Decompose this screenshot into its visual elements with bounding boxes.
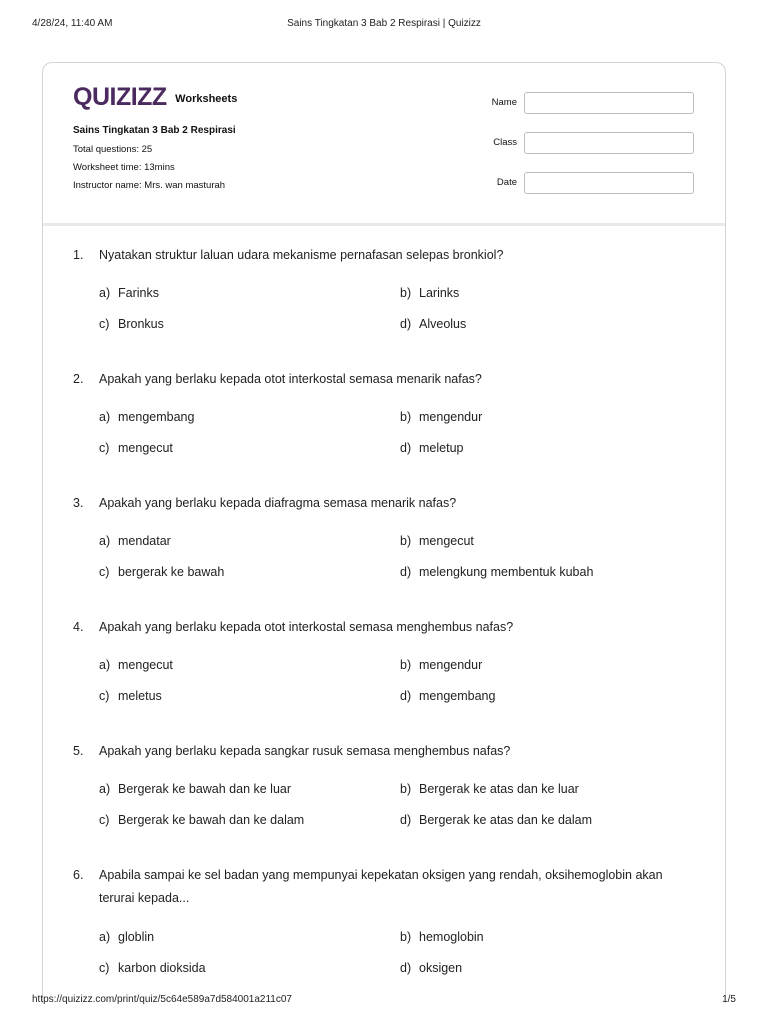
option-c: c) Bergerak ke bawah dan ke dalam [99, 813, 305, 827]
instructor-name: Instructor name: Mrs. wan masturah [73, 180, 226, 191]
print-footer [32, 994, 736, 1008]
question-text: Apakah yang berlaku kepada otot interkostal semasa menghembus nafas? [99, 620, 514, 634]
date-field-row [461, 172, 695, 196]
option-c: c) Bronkus [99, 317, 164, 331]
option-d: d) mengembang [400, 689, 496, 703]
option-a: a) globlin [99, 930, 155, 944]
worksheet [42, 62, 726, 1003]
option-d: d) Bergerak ke atas dan ke dalam [400, 813, 593, 827]
print-doc-title: Sains Tingkatan 3 Bab 2 Respirasi | Quizizz [287, 18, 481, 29]
option-b: b) mengendur [400, 410, 483, 424]
page-number: 1/5 [722, 994, 736, 1005]
worksheet-time: Worksheet time: 13mins [73, 162, 175, 173]
question-number: 2. [73, 372, 84, 386]
class-label: Class [493, 137, 517, 148]
brand [73, 83, 237, 111]
question-number: 1. [73, 248, 84, 262]
option-d: d) melengkung membentuk kubah [400, 565, 594, 579]
option-c: c) karbon dioksida [99, 961, 206, 975]
option-c: c) bergerak ke bawah [99, 565, 225, 579]
option-d: d) Alveolus [400, 317, 467, 331]
date-label: Date [496, 177, 517, 188]
name-field[interactable] [524, 92, 694, 114]
name-field-row [461, 92, 695, 116]
option-c: c) meletus [99, 689, 162, 703]
question-text-line: terurai kepada... [99, 891, 190, 905]
option-a: a) mengembang [99, 410, 195, 424]
quiz-title: Sains Tingkatan 3 Bab 2 Respirasi [73, 125, 236, 136]
worksheet-header [43, 63, 725, 226]
print-header [32, 18, 736, 32]
print-url: https://quizizz.com/print/quiz/5c64e589a7d584001a211c07 [32, 994, 292, 1005]
option-a: a) Farinks [99, 286, 159, 300]
option-b: b) hemoglobin [400, 930, 484, 944]
option-d: d) oksigen [400, 961, 463, 975]
option-b: b) mengendur [400, 658, 483, 672]
question-text: Apakah yang berlaku kepada diafragma semasa menarik nafas? [99, 496, 457, 510]
option-a: a) mengecut [99, 658, 173, 672]
option-a: a) Bergerak ke bawah dan ke luar [99, 782, 292, 796]
total-questions: Total questions: 25 [73, 144, 153, 155]
option-a: a) mendatar [99, 534, 171, 548]
option-b: b) Bergerak ke atas dan ke luar [400, 782, 579, 796]
class-field[interactable] [524, 132, 694, 154]
date-field[interactable] [524, 172, 694, 194]
option-b: b) mengecut [400, 534, 474, 548]
option-b: b) Larinks [400, 286, 460, 300]
worksheet-meta [73, 125, 236, 198]
question-number: 6. [73, 868, 84, 882]
question-text [99, 864, 699, 910]
question-text-line: Apabila sampai ke sel badan yang mempunyai kepekatan oksigen yang rendah, oksihemoglobin akan [99, 868, 663, 882]
name-label: Name [491, 97, 517, 108]
class-field-row [461, 132, 695, 156]
question-number: 5. [73, 744, 84, 758]
question-text: Apakah yang berlaku kepada sangkar rusuk semasa menghembus nafas? [99, 744, 511, 758]
question-number: 3. [73, 496, 84, 510]
worksheets-label: Worksheets [175, 92, 238, 105]
option-d: d) meletup [400, 441, 464, 455]
quizizz-logo: QUIZIZZ [73, 83, 167, 111]
option-c: c) mengecut [99, 441, 173, 455]
question-text: Nyatakan struktur laluan udara mekanisme pernafasan selepas bronkiol? [99, 248, 504, 262]
question-text: Apakah yang berlaku kepada otot interkostal semasa menarik nafas? [99, 372, 482, 386]
print-datetime: 4/28/24, 11:40 AM [32, 18, 113, 29]
question-number: 4. [73, 620, 84, 634]
